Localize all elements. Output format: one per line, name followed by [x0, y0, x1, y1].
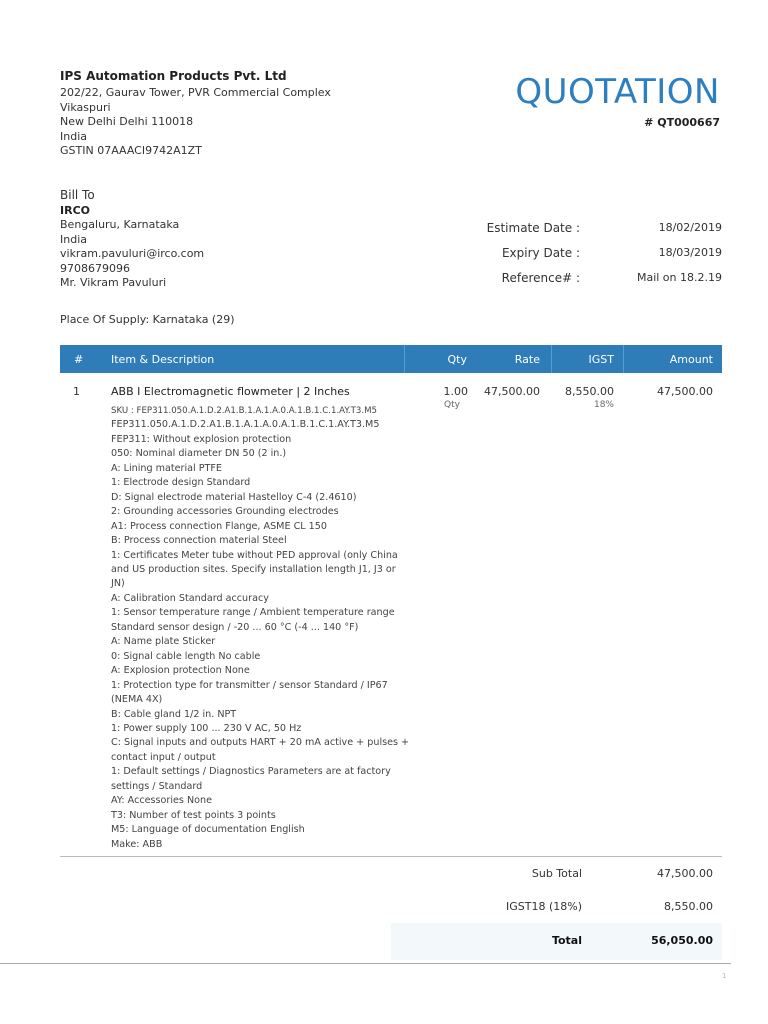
description-line: 050: Nominal diameter DN 50 (2 in.): [111, 448, 287, 460]
description-line: A: Explosion protection None: [111, 665, 250, 677]
estimate-date-label: Estimate Date :: [486, 221, 580, 235]
description-line: A: Name plate Sticker: [111, 636, 216, 648]
item-name: ABB I Electromagnetic flowmeter | 2 Inches: [111, 385, 350, 398]
description-line: Make: ABB: [111, 838, 163, 850]
description-line: settings / Standard: [111, 780, 203, 792]
org-line: New Delhi Delhi 110018: [60, 115, 194, 128]
description-line: 0: Signal cable length No cable: [111, 650, 261, 662]
reference-label: Reference# :: [501, 271, 580, 285]
sub-total-label: Sub Total: [531, 867, 582, 880]
description-line: A: Lining material PTFE: [111, 462, 222, 474]
item-description: [111, 404, 409, 852]
igst-value: 8,550.00: [565, 385, 614, 398]
description-line: C: Signal inputs and outputs HART + 20 mA active + pulses +: [111, 737, 410, 749]
description-line: A1: Process connection Flange, ASME CL 150: [111, 520, 327, 532]
tax-value: 8,550.00: [664, 900, 713, 913]
org-line: GSTIN 07AAACI9742A1ZT: [60, 144, 202, 157]
footer-divider: [0, 963, 731, 964]
qty-unit: Qty: [444, 400, 460, 410]
item-sku: SKU : FEP311.050.A.1.D.2.A1.B.1.A.1.A.0.A.1.B.1.C.1.AY.T3.M5: [111, 406, 377, 416]
description-line: (NEMA 4X): [111, 694, 163, 706]
description-line: B: Process connection material Steel: [111, 535, 287, 547]
bill-to-address: [60, 218, 204, 291]
description-line: 1: Electrode design Standard: [111, 477, 251, 489]
description-line: M5: Language of documentation English: [111, 824, 305, 836]
header-divider: [623, 345, 624, 373]
tax-label: IGST18 (18%): [506, 900, 582, 913]
reference-value: Mail on 18.2.19: [636, 271, 722, 284]
org-line: 202/22, Gaurav Tower, PVR Commercial Complex: [60, 86, 331, 99]
row-num: 1: [73, 385, 80, 398]
page-number: 1: [722, 972, 727, 980]
rate-value: 47,500.00: [484, 385, 540, 398]
header-divider: [551, 345, 552, 373]
doc-title: QUOTATION: [515, 72, 720, 112]
description-line: B: Cable gland 1/2 in. NPT: [111, 708, 237, 720]
description-line: 1: Protection type for transmitter / sensor Standard / IP67: [111, 679, 388, 691]
header-igst: IGST: [588, 353, 614, 366]
expiry-date-label: Expiry Date :: [501, 246, 580, 260]
header-amount: Amount: [669, 353, 713, 366]
bill-to-name: IRCO: [60, 204, 90, 217]
description-line: FEP311: Without explosion protection: [111, 433, 292, 445]
header-qty: Qty: [447, 353, 467, 366]
description-line: 1: Certificates Meter tube without PED approval (only China: [111, 549, 398, 561]
description-line: 2: Grounding accessories Grounding electrodes: [111, 506, 339, 518]
header-item: Item & Description: [111, 353, 215, 366]
expiry-date-value: 18/03/2019: [658, 246, 722, 259]
description-line: 1: Default settings / Diagnostics Parameters are at factory: [111, 766, 391, 778]
description-line: JN): [111, 578, 125, 590]
header-num: #: [74, 353, 84, 366]
description-line: D: Signal electrode material Hastelloy C-4 (2.4610): [111, 491, 357, 503]
bill-to-contact: Mr. Vikram Pavuluri: [60, 276, 167, 289]
org-line: Vikaspuri: [60, 100, 111, 114]
description-line: contact input / output: [111, 751, 216, 763]
total-label: Total: [551, 934, 582, 947]
qty-value: 1.00: [443, 385, 468, 398]
description-line: 1: Power supply 100 ... 230 V AC, 50 Hz: [111, 722, 302, 734]
header-rate: Rate: [514, 353, 540, 366]
description-line: FEP311.050.A.1.D.2.A1.B.1.A.1.A.0.A.1.B.1.C.1.AY.T3.M5: [111, 419, 380, 431]
bill-to-email: vikram.pavuluri@irco.com: [60, 247, 205, 260]
description-line: and US production sites. Specify installation length J1, J3 or: [111, 563, 396, 575]
bill-to-label: Bill To: [60, 188, 95, 202]
bill-to-line: India: [60, 232, 87, 246]
description-line: 1: Sensor temperature range / Ambient temperature range: [111, 607, 395, 619]
org-address: [60, 86, 331, 159]
description-line: Standard sensor design / -20 ... 60 °C (-4 ... 140 °F): [111, 621, 359, 633]
igst-percent: 18%: [593, 400, 614, 410]
header-divider: [404, 345, 405, 373]
amount-value: 47,500.00: [657, 385, 713, 398]
bill-to-line: Bengaluru, Karnataka: [60, 218, 180, 231]
quotation-number: # QT000667: [644, 116, 720, 129]
place-of-supply: Place Of Supply: Karnataka (29): [60, 313, 235, 326]
bill-to-phone: 9708679096: [60, 261, 130, 275]
description-line: A: Calibration Standard accuracy: [111, 592, 269, 604]
estimate-date-value: 18/02/2019: [658, 221, 722, 234]
total-value: 56,050.00: [651, 934, 713, 947]
org-line: India: [60, 129, 87, 143]
table-bottom-divider: [60, 856, 722, 857]
table-header: [60, 345, 722, 373]
description-line: T3: Number of test points 3 points: [111, 809, 276, 821]
sub-total-value: 47,500.00: [657, 867, 713, 880]
description-line: AY: Accessories None: [111, 795, 212, 807]
org-name: IPS Automation Products Pvt. Ltd: [60, 69, 287, 83]
